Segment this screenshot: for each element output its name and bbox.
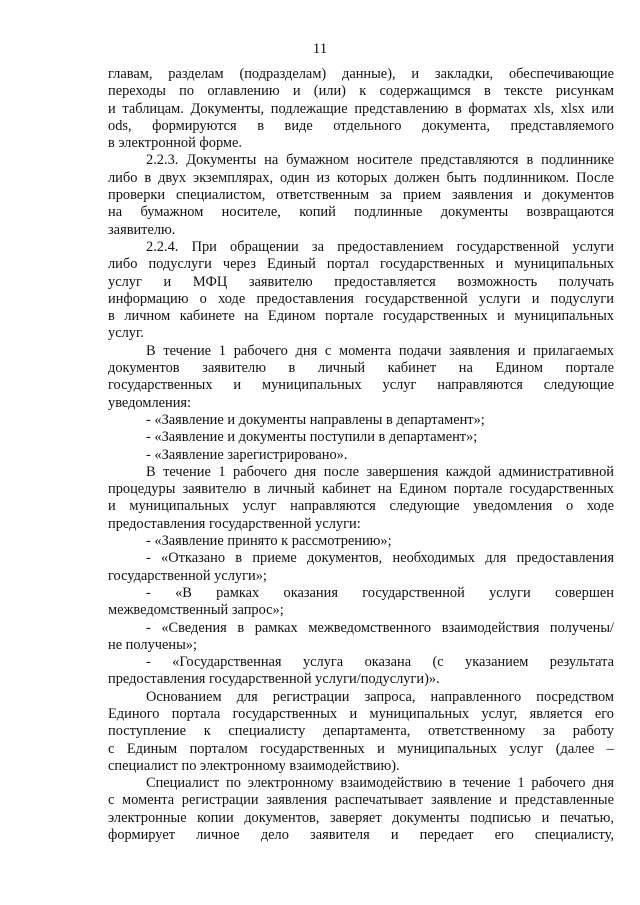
text-line: - «Государственная услуга оказана (с указанием результата — [146, 654, 614, 671]
text-line: 2.2.4. При обращении за предоставлением государственной услуги — [146, 238, 614, 255]
text-line: - «Сведения в рамках межведомственного взаимодействия получены/ — [146, 619, 614, 636]
text-line: уведомления: — [108, 394, 192, 411]
text-line: Специалист по электронному взаимодействию в течение 1 рабочего дня — [146, 775, 614, 792]
text-line: Основанием для регистрации запроса, направленного посредством — [146, 688, 614, 705]
text-line: государственных и муниципальных услуг направляются следующие — [108, 377, 614, 394]
text-line: услуг и МФЦ заявителю предоставляется возможность получать — [108, 273, 614, 290]
text-line: и таблицам. Документы, подлежащие представлению в форматах xls, xlsx или — [108, 100, 614, 117]
page-number: 11 — [312, 41, 328, 57]
text-line: предоставления государственной услуги/подуслуги)». — [108, 671, 440, 688]
text-line: ods, формируются в виде отдельного документа, представляемого — [108, 117, 614, 134]
text-line: и муниципальных услуг направляются следующие уведомления о ходе — [108, 498, 614, 515]
text-line: - «В рамках оказания государственной услуги совершен — [146, 584, 614, 601]
text-line: либо в двух экземплярах, один из которых должен быть подлинником. После — [108, 169, 614, 186]
text-line: в электронной форме. — [108, 135, 243, 152]
text-line: Единого портала государственных и муниципальных услуг, является его — [108, 705, 614, 722]
text-line: документов заявителю в личный кабинет на Едином портале — [108, 360, 614, 377]
text-line: межведомственный запрос»; — [108, 602, 284, 619]
text-line: главам, разделам (подразделам) данные), и закладки, обеспечивающие — [108, 66, 614, 82]
text-line: В течение 1 рабочего дня после завершения каждой административной — [146, 463, 614, 480]
text-line: информацию о ходе предоставления государственной услуги и подуслуги — [108, 290, 614, 307]
text-line: В течение 1 рабочего дня с момента подачи заявления и прилагаемых — [146, 342, 614, 359]
text-line: процедуры заявителю в личный кабинет на Едином портале государственных — [108, 481, 614, 498]
text-line: в личном кабинете на Едином портале государственных и муниципальных — [108, 308, 614, 325]
text-line: услуг. — [108, 325, 144, 342]
text-line: поступление к специалисту департамента, ответственному за работу — [108, 723, 614, 740]
text-line: - «Заявление и документы направлены в департамент»; — [146, 411, 485, 428]
text-line: переходы по оглавлению и (или) к содержащимся в тексте рисункам — [108, 83, 614, 100]
text-line: заявителю. — [108, 221, 176, 238]
text-line: на бумажном носителе, копий подлинные документы возвращаются — [108, 204, 614, 221]
text-line: - «Заявление принято к рассмотрению»; — [146, 533, 392, 550]
text-line: электронные копии документов, заверяет документы подписью и печатью, — [108, 809, 614, 826]
text-line: либо подуслуги через Единый портал государственных и муниципальных — [108, 256, 614, 273]
text-line: - «Отказано в приеме документов, необходимых для предоставления — [146, 550, 614, 567]
text-line: формирует личное дело заявителя и передает его специалисту, — [108, 827, 614, 844]
text-line: с момента регистрации заявления распечатывает заявление и представленные — [108, 792, 614, 809]
text-line: - «Заявление зарегистрировано». — [146, 446, 348, 463]
text-line: специалист по электронному взаимодействию). — [108, 757, 400, 774]
text-line: государственной услуги»; — [108, 567, 267, 584]
text-line: предоставления государственной услуги: — [108, 515, 361, 532]
document-body — [108, 66, 614, 844]
text-line: 2.2.3. Документы на бумажном носителе представляются в подлиннике — [146, 152, 614, 169]
text-line: проверки специалистом, ответственным за прием заявления и документов — [108, 187, 614, 204]
text-line: с Единым порталом государственных и муниципальных услуг (далее – — [108, 740, 614, 757]
text-line: - «Заявление и документы поступили в департамент»; — [146, 429, 478, 446]
text-line: не получены»; — [108, 636, 197, 653]
